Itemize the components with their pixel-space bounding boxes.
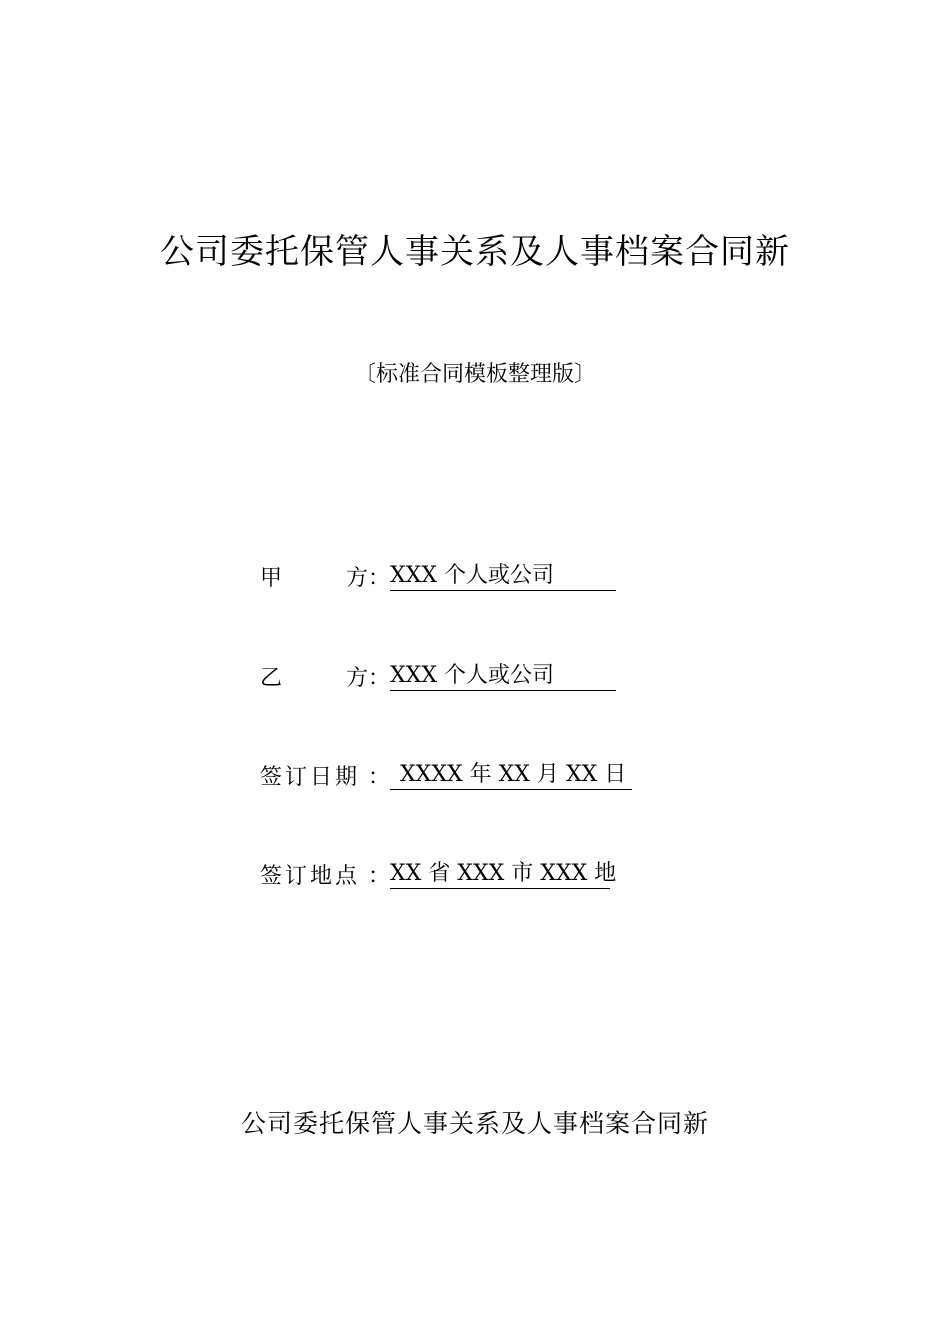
signing-place-value: XX 省 XXX 市 XXX 地 <box>390 860 610 889</box>
party-a-label <box>260 561 368 592</box>
party-a-label-first: 甲 <box>260 565 283 591</box>
party-a-value: XXX 个人或公司 <box>390 562 616 591</box>
signing-date-value: XXXX 年 XX 月 XX 日 <box>390 761 632 790</box>
party-b-label-first: 乙 <box>260 665 283 691</box>
signing-place-field <box>260 854 617 894</box>
signing-place-colon: ： <box>368 863 391 889</box>
party-b-field <box>260 656 616 696</box>
signing-date-label: 签订日期 <box>260 764 361 790</box>
party-b-label <box>260 661 368 692</box>
signing-date-field <box>260 755 632 795</box>
signing-place-label: 签订地点 <box>260 863 361 889</box>
party-b-colon: ： <box>368 665 391 691</box>
document-subtitle: 〔标准合同模板整理版〕 <box>353 362 596 387</box>
party-b-label-second: 方 <box>345 665 368 691</box>
party-a-field <box>260 556 616 596</box>
footer-title: 公司委托保管人事关系及人事档案合同新 <box>240 1109 709 1138</box>
party-a-colon: ： <box>368 565 391 591</box>
party-b-value: XXX 个人或公司 <box>390 662 616 691</box>
document-title: 公司委托保管人事关系及人事档案合同新 <box>160 232 790 272</box>
signing-date-colon: ： <box>368 764 391 790</box>
party-a-label-second: 方 <box>345 565 368 591</box>
